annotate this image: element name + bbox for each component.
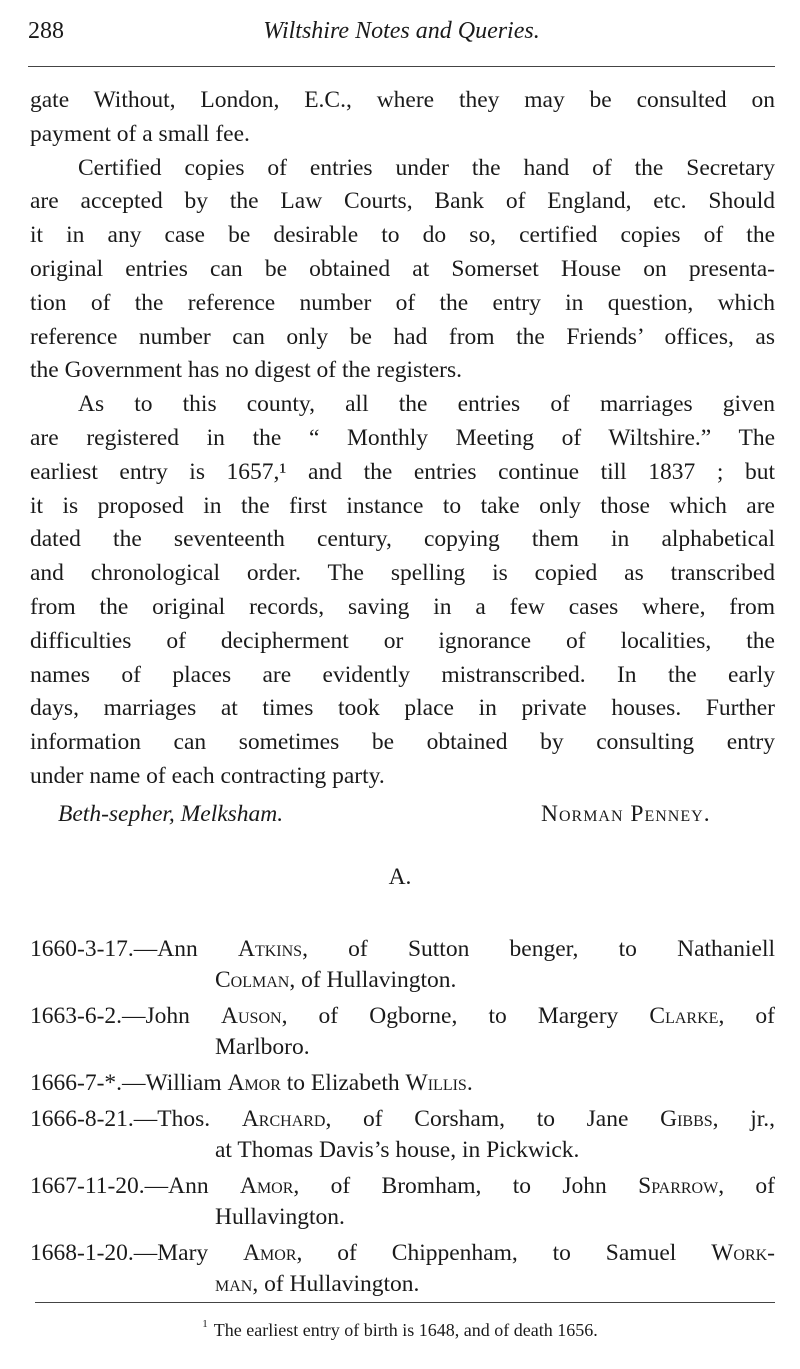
surname: man xyxy=(215,1271,253,1297)
entry-text: , of xyxy=(718,1173,775,1199)
signature xyxy=(58,797,775,831)
entry-text: 1666-7-*.—William xyxy=(30,1070,228,1096)
text-line: original entries can be obtained at Somerset House on presenta- xyxy=(30,255,775,282)
entry-text: , jr., xyxy=(712,1106,776,1132)
body-text xyxy=(30,84,775,794)
entry-line xyxy=(30,934,775,965)
surname: Archard xyxy=(241,1106,326,1132)
entry-text: , of Bromham, to John xyxy=(293,1173,639,1199)
text-line: payment of a small fee. xyxy=(30,120,250,147)
text-line: reference number can only be had from the Friends’ offices, as xyxy=(30,323,775,350)
surname: Willis xyxy=(405,1070,467,1096)
text-line: under name of each contracting party. xyxy=(30,762,385,789)
text-line: it in any case be desirable to do so, certified copies of the xyxy=(30,222,775,249)
section-heading: A. xyxy=(388,864,412,890)
entry-text: , of Sutton benger, to Nathaniell xyxy=(302,936,775,962)
surname: Sparrow xyxy=(638,1173,719,1199)
header-rule xyxy=(28,66,775,67)
paragraph xyxy=(30,152,775,389)
surname: Clarke xyxy=(649,1003,719,1029)
text-line: tion of the reference number of the entry in question, which xyxy=(30,289,775,316)
entry-text: 1663-6-2.—John xyxy=(30,1003,222,1029)
text-line: gate Without, London, E.C., where they may be consulted on xyxy=(30,87,775,113)
entry-line xyxy=(30,965,775,996)
marriage-entries xyxy=(30,934,775,1305)
surname: Colman xyxy=(215,967,290,993)
entry-text: to Elizabeth xyxy=(280,1070,406,1096)
entry-line xyxy=(30,1171,775,1202)
signature-place: Beth-sepher, Melksham. xyxy=(58,801,284,827)
footnote-text: The earliest entry of birth is 1648, and of death 1656. xyxy=(213,1320,598,1340)
surname: Auson xyxy=(221,1003,282,1029)
page-number: 288 xyxy=(28,18,64,44)
surname: Amor xyxy=(227,1070,281,1096)
text-line: earliest entry is 1657,¹ and the entries continue till 1837 ; but xyxy=(30,458,775,485)
entry-line xyxy=(30,1032,775,1063)
entry-text: Hullavington. xyxy=(215,1204,345,1230)
text-line: Certified copies of entries under the hand of the Secretary xyxy=(78,154,775,181)
entry-text: 1667-11-20.—Ann xyxy=(30,1173,240,1199)
surname: Atkins xyxy=(237,936,303,962)
entry-line xyxy=(30,1135,775,1166)
paragraph xyxy=(30,84,775,152)
entry-text: Marlboro. xyxy=(215,1034,310,1060)
text-line: dated the seventeenth century, copying them in alphabetical xyxy=(30,526,775,553)
entry-text: 1668-1-20.—Mary xyxy=(30,1240,244,1266)
marriage-entry xyxy=(30,1171,775,1233)
marriage-entry xyxy=(30,1238,775,1300)
text-line: from the original records, saving in a few cases where, from xyxy=(30,593,775,620)
entry-text: , of Hullavington. xyxy=(252,1271,420,1297)
text-line: and chronological order. The spelling is copied as transcribed xyxy=(30,560,775,587)
text-line: are registered in the “ Monthly Meeting of Wiltshire.” The xyxy=(30,424,775,451)
text-line: difficulties of decipherment or ignorance of localities, the xyxy=(30,627,775,654)
entry-text: 1660-3-17.—Ann xyxy=(30,936,238,962)
entry-text: . xyxy=(466,1070,473,1096)
entry-line xyxy=(30,1001,775,1032)
entry-text: , of xyxy=(718,1003,775,1029)
running-title: Wiltshire Notes and Queries. xyxy=(263,18,540,44)
marriage-entry xyxy=(30,1104,775,1166)
paragraph xyxy=(30,388,775,794)
surname: Gibbs xyxy=(660,1106,713,1132)
footnote-marker: 1 xyxy=(202,1318,208,1330)
entry-line xyxy=(30,1269,775,1300)
footnote-rule xyxy=(35,1302,775,1303)
entry-line xyxy=(30,1068,775,1099)
text-line: names of places are evidently mistranscribed. In the early xyxy=(30,661,775,688)
signature-author: Norman Penney. xyxy=(541,801,711,827)
entry-text: , of Ogborne, to Margery xyxy=(281,1003,650,1029)
text-line: information can sometimes be obtained by consulting entry xyxy=(30,729,775,756)
running-header xyxy=(28,18,775,54)
surname: Work- xyxy=(711,1240,775,1266)
marriage-entry xyxy=(30,934,775,996)
entry-text: , of Corsham, to Jane xyxy=(325,1106,661,1132)
text-line: As to this county, all the entries of marriages given xyxy=(78,391,775,418)
entry-text: , of Hullavington. xyxy=(289,967,457,993)
text-line: the Government has no digest of the registers. xyxy=(30,357,463,384)
footnote xyxy=(0,1320,800,1341)
marriage-entry xyxy=(30,1001,775,1063)
text-line: days, marriages at times took place in private houses. Further xyxy=(30,695,775,722)
entry-line xyxy=(30,1104,775,1135)
entry-line xyxy=(30,1202,775,1233)
entry-line xyxy=(30,1238,775,1269)
surname: Amor xyxy=(239,1173,294,1199)
entry-text: 1666-8-21.—Thos. xyxy=(30,1106,242,1132)
text-line: it is proposed in the first instance to take only those which are xyxy=(30,492,775,519)
marriage-entry xyxy=(30,1068,775,1099)
entry-text: , of Chippenham, to Samuel xyxy=(296,1240,712,1266)
entry-text: at Thomas Davis’s house, in Pickwick. xyxy=(215,1137,580,1163)
text-line: are accepted by the Law Courts, Bank of England, etc. Should xyxy=(30,188,775,215)
surname: Amor xyxy=(243,1240,297,1266)
